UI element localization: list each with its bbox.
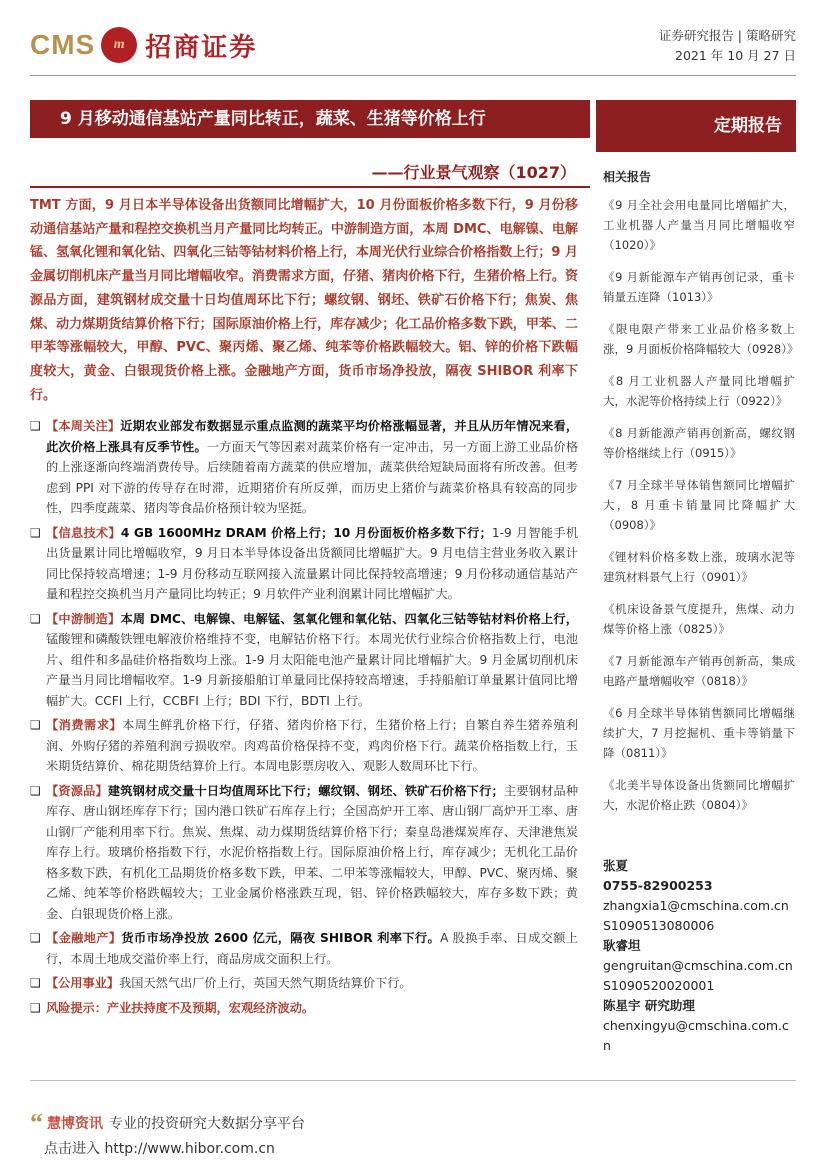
bullet-bold: 建筑钢材成交量十日均值周环比下行；螺纹钢、钢坯、铁矿石价格下行； <box>107 783 504 798</box>
footer-divider <box>30 1080 796 1081</box>
logo-mark-icon: m <box>101 27 137 63</box>
watermark-link[interactable]: 点击进入 http://www.hibor.com.cn <box>44 1141 275 1157</box>
report-subtitle: ——行业景气观察（1027） <box>371 163 576 182</box>
bullet-text: 1-9 月智能手机出货量累计同比增幅收窄，9 月日本半导体设备出货额同比增幅扩大。9 月电信主营业务收入累计同比保持较高增速；1-9 月份移动互联网接入流量累计同比保持较高增速；9 月份移动通信基站产量和程控交换机当月产量同比均转正；9 月软件产业利润累计同比增幅扩大。 <box>46 525 579 601</box>
logo-en: CMS <box>30 29 96 60</box>
quote-icon: “ <box>30 1108 43 1137</box>
report-category: 证券研究报告 | 策略研究 <box>658 28 796 43</box>
bullet-text: A 股换手率、日成交额上行，本周土地成交溢价率上行，商品房成交面积上行。 <box>46 931 578 966</box>
risk-warning: 风险提示：产业扶持度不及预期，宏观经济波动。 <box>46 1000 315 1015</box>
bullet-item <box>30 928 578 969</box>
header-divider <box>30 75 796 76</box>
checkbox-icon: ❑ <box>30 1000 41 1015</box>
related-report-link[interactable]: 《7 月全球半导体销售额同比增幅扩大，8 月重卡销量同比降幅扩大（0908）》 <box>603 478 795 532</box>
checkbox-icon: ❑ <box>30 419 41 433</box>
report-title: 9 月移动通信基站产量同比转正，蔬菜、生猪等价格上行 <box>30 100 590 138</box>
subtitle-divider <box>30 186 590 188</box>
related-report-link[interactable]: 《北美半导体设备出货额同比增幅扩大，水泥价格止跌（0804）》 <box>603 778 795 812</box>
bullet-tag: 【公用事业】 <box>46 976 120 990</box>
bullet-bold: 4 GB 1600MHz DRAM 价格上行；10 月份面板价格多数下行； <box>120 525 492 540</box>
analyst-name: 陈星宇 研究助理 <box>603 998 695 1013</box>
bullet-item <box>30 416 578 519</box>
checkbox-icon: ❑ <box>30 931 41 945</box>
watermark-line-1 <box>30 1108 305 1138</box>
bullet-item-risk <box>30 998 578 1019</box>
checkbox-icon: ❑ <box>30 525 41 540</box>
bullet-tag: 【资源品】 <box>46 783 108 798</box>
bullet-tag: 【中游制造】 <box>46 611 121 626</box>
analyst-name: 张夏 <box>603 858 629 873</box>
bullet-text: 我国天然气出厂价上行，英国天然气期货结算价下行。 <box>119 976 412 990</box>
analyst-phone: 0755-82900253 <box>603 878 713 893</box>
bullet-tag: 【金融地产】 <box>46 931 122 945</box>
report-date: 2021 年 10 月 27 日 <box>675 48 796 63</box>
bullet-item <box>30 781 578 925</box>
bullet-item <box>30 523 578 605</box>
bullet-text: 本周生鲜乳价格下行，仔猪、猪肉价格下行，生猪价格上行；自繁自养生猪养殖利润、外购仔猪的养殖利润亏损收窄。肉鸡苗价格保持不变，鸡肉价格下行。蔬菜价格指数上行，玉米期货结算价、棉花期货结算价上行。本周电影票房收入、观影人数周环比下行。 <box>46 718 579 773</box>
bullet-item <box>30 973 578 994</box>
related-report-link[interactable]: 《6 月全球半导体销售额同比增幅继续扩大，7 月挖掘机、重卡等销量下降（0811）》 <box>603 706 795 760</box>
checkbox-icon: ❑ <box>30 783 41 798</box>
bullet-bold: 近期农业部发布数据显示重点监测的蔬菜平均价格涨幅显著，并且从历年情况来看，此次价格上涨具有反季节性。 <box>46 419 579 454</box>
related-reports <box>603 168 799 827</box>
logo-cn: 招商证券 <box>145 32 258 63</box>
bullet-item <box>30 715 578 777</box>
analyst-email[interactable]: chenxingyu@cmschina.com.cn <box>603 1018 789 1053</box>
bullet-bold: 货币市场净投放 2600 亿元，隔夜 SHIBOR 利率下行。 <box>121 931 441 945</box>
bullet-item <box>30 609 578 712</box>
checkbox-icon: ❑ <box>30 976 41 990</box>
related-report-link[interactable]: 《机床设备景气度提升，焦煤、动力煤等价格上涨（0825）》 <box>603 602 795 636</box>
bullet-text: 一方面天气等因素对蔬菜价格有一定冲击，另一方面上游工业品价格的上涨逐渐向终端消费传导。后续随着南方蔬菜的供应增加，蔬菜供给短缺局面将有所改善。但考虑到 PPI 对下游的传导存在时滞，近期猪价有所反弹，而历史上猪价与蔬菜价格具有较高的同步性，四季度蔬菜、猪肉等食品价格预计较为坚挺。 <box>46 439 579 515</box>
analyst-license: S1090520020001 <box>603 978 715 993</box>
bullet-text: 锰酸锂和磷酸铁锂电解液价格维持不变，电解钴价格下行。本周光伏行业综合价格指数上行，电池片、组件和多晶硅价格指数均上涨。1-9 月太阳能电池产量累计同比增幅扩大。9 月金属切削机床产量当月同比增幅收窄。1-9 月新接船舶订单量同比保持较高增速，手持船舶订单量累计值同比增幅扩大。CCFI 上行，CCBFI 上行；BDI 下行，BDTI 上行。 <box>46 632 578 708</box>
related-report-link[interactable]: 《9 月新能源车产销再创记录，重卡销量五连降（1013）》 <box>603 270 795 304</box>
bullet-tag: 【消费需求】 <box>46 718 123 732</box>
analyst-email[interactable]: gengruitan@cmschina.com.cn <box>603 958 793 973</box>
bullet-tag: 【信息技术】 <box>46 525 121 540</box>
bullet-list <box>30 416 578 1022</box>
watermark-brand: 慧博资讯 <box>47 1116 103 1132</box>
related-report-link[interactable]: 《9 月全社会用电量同比增幅扩大，工业机器人产量当月同比增幅收窄（1020）》 <box>603 198 795 252</box>
summary-paragraph: TMT 方面，9 月日本半导体设备出货额同比增幅扩大，10 月份面板价格多数下行，9 月份移动通信基站产量和程控交换机当月产量同比均转正。中游制造方面，本周 DMC、电解镍、电解锰、氢氧化锂和氧化钴、四氧化三钴等钴材料价格上行，本周光伏行业综合价格指数上行；9 月金属切削机床产量当月同比增幅收窄。消费需求方面，仔猪、猪肉价格下行，生猪价格上行。资源品方面，建筑钢材成交量十日均值周环比下行；螺纹钢、钢坯、铁矿石价格下行；焦炭、焦煤、动力煤期货结算价格下行；国际原油价格上行，库存减少；化工品价格多数下跌，甲苯、二甲苯等涨幅较大，甲醇、PVC、聚丙烯、聚乙烯、纯苯等价格跌幅较大。铝、锌的价格下跌幅度较大，黄金、白银现货价格上涨。金融地产方面，货币市场净投放，隔夜 SHIBOR 利率下行。 <box>30 198 578 403</box>
related-heading: 相关报告 <box>603 170 652 184</box>
report-meta <box>659 26 796 66</box>
company-logo <box>30 24 257 66</box>
bullet-tag: 【本周关注】 <box>46 419 121 433</box>
related-report-link[interactable]: 《锂材料价格多数上涨，玻璃水泥等建筑材料景气上行（0901）》 <box>603 550 795 584</box>
related-report-link[interactable]: 《8 月新能源产销再创新高，螺纹钢等价格继续上行（0915）》 <box>603 426 795 460</box>
bullet-text: 主要钢材品种库存、唐山钢坯库存下行；国内港口铁矿石库存上行；全国高炉开工率、唐山钢厂高炉开工率、唐山钢厂产能利用率下行。焦炭、焦煤、动力煤期货结算价格下行；秦皇岛港煤炭库存、天津港焦炭库存上行。玻璃价格指数下行，水泥价格指数上行。国际原油价格上行，库存减少；无机化工品价格多数下跌，有机化工品期货价格多数下跌，甲苯、二甲苯等涨幅较大，甲醇、PVC、聚丙烯、聚乙烯、纯苯等价格跌幅较大；工业金属价格涨跌互现，铝、锌价格跌幅较大，库存多数下跌；黄金、白银现货价格上涨。 <box>46 783 579 921</box>
bullet-bold: 本周 DMC、电解镍、电解锰、氢氧化锂和氧化钴、四氧化三钴等钴材料价格上行， <box>120 611 578 626</box>
analyst-contacts <box>603 856 795 1056</box>
analyst-email[interactable]: zhangxia1@cmschina.com.cn <box>603 898 789 913</box>
related-report-link[interactable]: 《8 月工业机器人产量同比增幅扩大，水泥等价格持续上行（0922）》 <box>603 374 795 408</box>
analyst-license: S1090513080006 <box>603 918 715 933</box>
report-type-badge: 定期报告 <box>596 100 796 152</box>
related-report-link[interactable]: 《限电限产带来工业品价格多数上涨，9 月面板价格降幅较大（0928）》 <box>603 322 799 356</box>
checkbox-icon: ❑ <box>30 718 41 732</box>
related-report-link[interactable]: 《7 月新能源车产销再创新高，集成电路产量增幅收窄（0818）》 <box>603 654 795 688</box>
watermark-slogan: 专业的投资研究大数据分享平台 <box>109 1116 305 1132</box>
analyst-name: 耿睿坦 <box>603 938 641 953</box>
checkbox-icon: ❑ <box>30 611 41 626</box>
